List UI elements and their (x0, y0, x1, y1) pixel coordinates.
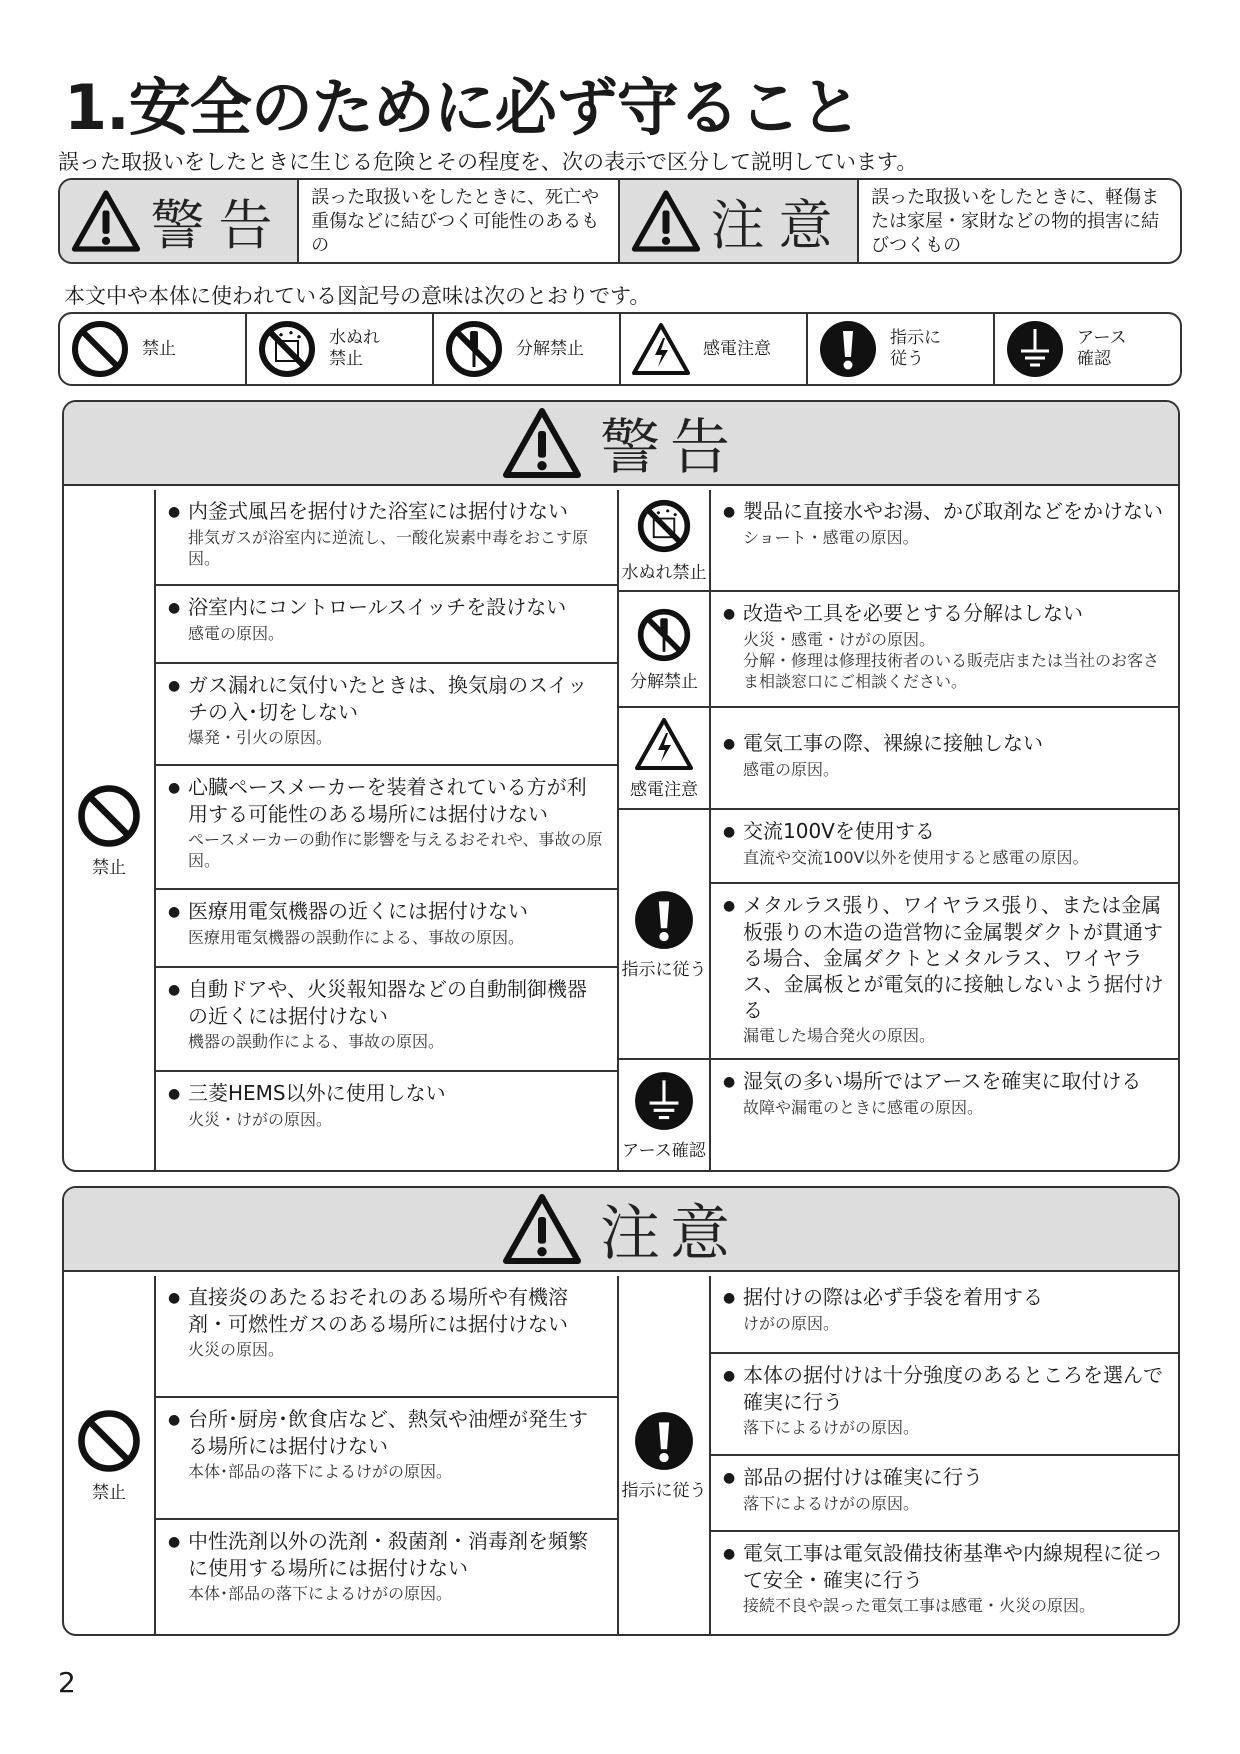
electric-shock-icon (631, 322, 691, 376)
icon-caption: 指示に従う (621, 1480, 707, 1501)
no-disassembly-icon (444, 319, 504, 379)
instruction-icon (633, 889, 695, 951)
symbol-legend (58, 312, 1182, 386)
warning-group-no-disassembly (619, 592, 1178, 708)
item-head: ● 電気工事は電気設備技術基準や内線規程に従って安全・確実に行う (723, 1540, 1166, 1593)
legend-item-electric-shock (621, 314, 808, 384)
ground-icon (1005, 319, 1065, 379)
icon-cell (619, 810, 711, 1058)
icon-caption: 禁止 (92, 857, 126, 878)
item-sub: 医療用電気機器の誤動作による、事故の原因。 (188, 928, 525, 947)
warning-heading: 警告 (600, 413, 740, 483)
icon-cell (619, 490, 711, 590)
warning-triangle-icon (502, 407, 582, 479)
warning-label (60, 180, 299, 262)
icon-caption: 禁止 (92, 1482, 126, 1503)
item-head: ● メタルラス張り、ワイヤラス張り、または金属板張りの木造の造営物に金属製ダクトが貫通する場合、金属ダクトとメタルラス、ワイヤラス、金属板とが電気的に接触しないよう据付ける (723, 892, 1166, 1023)
list-item (711, 1532, 1178, 1634)
legend-item-no-disassembly (434, 314, 621, 384)
legend-item-prohibit (60, 314, 247, 384)
legend-label: 感電注意 (703, 338, 771, 359)
legend-label: 水ぬれ 禁止 (329, 328, 380, 369)
item-sub: 本体･部品の落下によるけがの原因。 (188, 1462, 453, 1481)
item-head: ● 湿気の多い場所ではアースを確実に取付ける (723, 1068, 1166, 1095)
item-head: ● 直接炎のあたるおそれのある場所や有機溶剤・可燃性ガスのある場所には据付けない (168, 1284, 605, 1337)
list-item (156, 1276, 617, 1398)
item-head: ● 製品に直接水やお湯、かび取剤などをかけない (723, 498, 1166, 525)
item-sub: 火災・感電・けがの原因。 分解・修理は修理技術者のいる販売店または当社のお客さま相談窓口にご相談ください。 (743, 630, 1160, 691)
warning-label-text: 警告 (150, 193, 287, 257)
item-sub: 機器の誤動作による、事故の原因。 (188, 1032, 445, 1051)
page-number: 2 (58, 1666, 76, 1699)
no-water-icon (257, 319, 317, 379)
electric-shock-icon (634, 717, 694, 771)
item-sub: 落下によるけがの原因。 (743, 1494, 920, 1513)
list-item (156, 490, 617, 586)
legend-item-instruction (808, 314, 995, 384)
legend-label: アース 確認 (1077, 328, 1127, 369)
item-sub: 接続不良や誤った電気工事は感電・火災の原因。 (743, 1596, 1096, 1615)
icon-cell (64, 1276, 156, 1634)
icon-cell (619, 1060, 711, 1170)
caution-label-text: 注意 (710, 193, 847, 257)
caution-section (62, 1186, 1180, 1636)
page-title: 1.安全のために必ず守ること (64, 71, 861, 144)
item-head: ● 医療用電気機器の近くには据付けない (168, 898, 605, 925)
list-item (156, 766, 617, 890)
warning-group-no-water (619, 490, 1178, 592)
item-head: ● 交流100Vを使用する (723, 818, 1166, 845)
list-item (156, 968, 617, 1072)
caution-description: 誤った取扱いをしたときに、軽傷または家屋・家財などの物的損害に結びつくもの (871, 187, 1160, 256)
item-head: ● 自動ドアや、火災報知器などの自動制御機器の近くには据付けない (168, 976, 605, 1029)
warning-group-ground (619, 1060, 1178, 1170)
item-sub: 火災の原因。 (188, 1340, 285, 1359)
item-sub: 感電の原因。 (743, 760, 840, 779)
caution-section-header (64, 1188, 1178, 1272)
warning-triangle-icon (502, 1193, 582, 1265)
list-item (711, 592, 1178, 706)
list-item (711, 708, 1178, 808)
caution-heading: 注意 (600, 1199, 740, 1269)
item-sub: 故障や漏電のときに感電の原因。 (743, 1098, 984, 1117)
item-head: ● 電気工事の際、裸線に接触しない (723, 730, 1166, 757)
item-head: ● 中性洗剤以外の洗剤・殺菌剤・消毒剤を頻繁に使用する場所には据付けない (168, 1528, 605, 1581)
item-sub: ペースメーカーの動作に影響を与えるおそれや、事故の原因。 (188, 830, 603, 870)
icon-caption: 指示に従う (621, 959, 707, 980)
icon-cell (619, 1276, 711, 1634)
prohibition-icon (70, 319, 130, 379)
prohibition-icon (76, 783, 142, 849)
warning-description: 誤った取扱いをしたときに、死亡や重傷などに結びつく可能性のあるもの (299, 180, 620, 262)
icon-cell (619, 592, 711, 706)
warning-section (62, 400, 1180, 1172)
instruction-icon (633, 1410, 695, 1472)
instruction-icon (818, 319, 878, 379)
list-item (711, 1276, 1178, 1354)
item-sub: 本体･部品の落下によるけがの原因。 (188, 1584, 453, 1603)
no-water-icon (636, 498, 692, 554)
icon-caption: 感電注意 (630, 779, 698, 800)
item-head: ● 浴室内にコントロールスイッチを設けない (168, 594, 605, 621)
no-disassembly-icon (636, 607, 692, 663)
item-head: ● 本体の据付けは十分強度のあるところを選んで確実に行う (723, 1362, 1166, 1415)
caution-right-column (619, 1276, 1178, 1634)
item-sub: けがの原因。 (743, 1314, 840, 1333)
item-sub: ショート・感電の原因。 (743, 528, 919, 547)
list-item (711, 1060, 1178, 1170)
list-item (156, 1398, 617, 1520)
legend-label: 禁止 (142, 338, 176, 359)
item-sub: 火災・けがの原因。 (188, 1110, 333, 1129)
icon-caption: 水ぬれ禁止 (621, 562, 707, 583)
list-item (156, 1072, 617, 1170)
legend-label: 指示に 従う (890, 328, 941, 369)
intro-text: 誤った取扱いをしたときに生じる危険とその程度を、次の表示で区分して説明しています。 (58, 150, 918, 174)
warning-triangle-icon (71, 189, 141, 253)
warning-group-electric-shock (619, 708, 1178, 810)
item-sub: 直流や交流100V以外を使用すると感電の原因。 (743, 848, 1089, 867)
item-sub: 感電の原因。 (188, 624, 285, 643)
item-head: ● 心臓ペースメーカーを装着されている方が利用する可能性のある場所には据付けない (168, 774, 605, 827)
caution-left-column (64, 1276, 619, 1634)
warning-section-header (64, 402, 1178, 486)
icon-cell (619, 708, 711, 808)
list-item (156, 664, 617, 766)
classification-box (58, 178, 1182, 264)
warning-left-column (64, 490, 619, 1170)
caution-label (620, 180, 859, 262)
legend-label: 分解禁止 (516, 338, 584, 359)
item-head: ● ガス漏れに気付いたときは、換気扇のスイッチの入･切をしない (168, 672, 605, 725)
list-item (156, 586, 617, 664)
item-sub: 落下によるけがの原因。 (743, 1418, 920, 1437)
warning-right-column (619, 490, 1178, 1170)
item-sub: 漏電した場合発火の原因。 (743, 1026, 936, 1045)
icon-caption: アース確認 (622, 1140, 706, 1161)
list-item (156, 1520, 617, 1634)
list-item (711, 1456, 1178, 1532)
symbols-intro: 本文中や本体に使われている図記号の意味は次のとおりです。 (64, 284, 651, 308)
legend-item-no-water (247, 314, 434, 384)
ground-icon (633, 1070, 695, 1132)
list-item (711, 490, 1178, 590)
list-item (156, 890, 617, 968)
warning-triangle-icon (631, 189, 701, 253)
icon-caption: 分解禁止 (630, 671, 698, 692)
item-head: ● 据付けの際は必ず手袋を着用する (723, 1284, 1166, 1311)
list-item (711, 884, 1178, 1058)
list-item (711, 1354, 1178, 1456)
item-head: ● 内釜式風呂を据付けた浴室には据付けない (168, 498, 605, 525)
legend-item-ground (995, 314, 1180, 384)
item-head: ● 部品の据付けは確実に行う (723, 1464, 1166, 1491)
item-head: ● 改造や工具を必要とする分解はしない (723, 600, 1166, 627)
warning-group-instruction (619, 810, 1178, 1060)
item-head: ● 台所･厨房･飲食店など、熱気や油煙が発生する場所には据付けない (168, 1406, 605, 1459)
item-sub: 爆発・引火の原因。 (188, 728, 333, 747)
warning-prohibit-icon-cell (64, 490, 156, 1170)
item-head: ● 三菱HEMS以外に使用しない (168, 1080, 605, 1107)
prohibition-icon (76, 1408, 142, 1474)
item-sub: 排気ガスが浴室内に逆流し、一酸化炭素中毒をおこす原因。 (188, 528, 589, 568)
list-item (711, 810, 1178, 884)
